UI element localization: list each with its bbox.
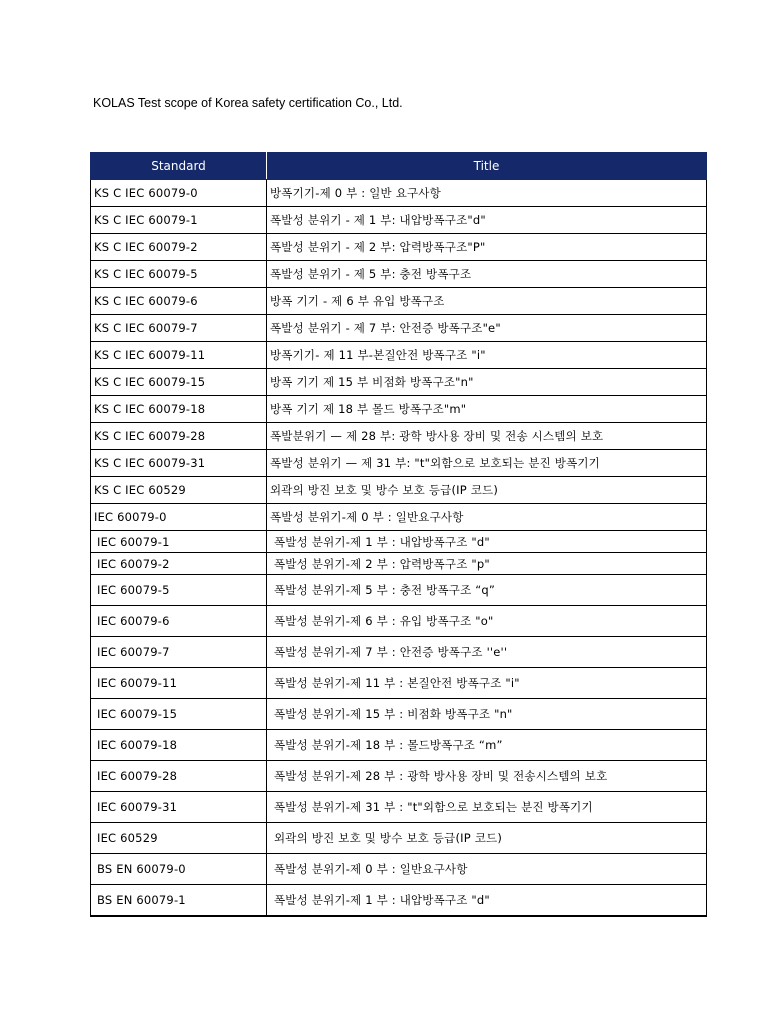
standard-cell: IEC 60079-31 (91, 792, 267, 823)
table-row (91, 369, 707, 396)
table-header-row (91, 153, 707, 180)
title-cell: 폭발성 분위기-제 15 부 : 비점화 방폭구조 "n" (267, 699, 707, 730)
title-cell: 폭발성 분위기-제 28 부 : 광학 방사용 장비 및 전송시스템의 보호 (267, 761, 707, 792)
standard-cell: IEC 60079-2 (91, 553, 267, 575)
title-cell: 폭발성 분위기-제 2 부 : 압력방폭구조 "p" (267, 553, 707, 575)
title-cell: 폭발성 분위기-제 1 부 : 내압방폭구조 "d" (267, 885, 707, 916)
table-row (91, 342, 707, 369)
title-cell: 방폭 기기 - 제 6 부 유입 방폭구조 (267, 288, 707, 315)
standard-cell: KS C IEC 60079-11 (91, 342, 267, 369)
title-cell: 방폭기기-제 0 부 : 일반 요구사항 (267, 180, 707, 207)
title-cell: 외곽의 방진 보호 및 방수 보호 등급(IP 코드) (267, 477, 707, 504)
table-row (91, 288, 707, 315)
table-row (91, 761, 707, 792)
standard-cell: KS C IEC 60079-31 (91, 450, 267, 477)
table-row (91, 234, 707, 261)
title-cell: 폭발성 분위기 — 제 31 부: "t"외함으로 보호되는 분진 방폭기기 (267, 450, 707, 477)
standard-cell: KS C IEC 60079-15 (91, 369, 267, 396)
column-header-standard: Standard (91, 153, 267, 180)
title-cell: 방폭 기기 제 18 부 몰드 방폭구조"m" (267, 396, 707, 423)
standard-cell: KS C IEC 60079-6 (91, 288, 267, 315)
standard-cell: KS C IEC 60079-18 (91, 396, 267, 423)
standard-cell: IEC 60079-6 (91, 606, 267, 637)
table-row (91, 180, 707, 207)
table-row (91, 315, 707, 342)
title-cell: 폭발성 분위기 - 제 7 부: 안전증 방폭구조"e" (267, 315, 707, 342)
standard-cell: IEC 60079-18 (91, 730, 267, 761)
standard-cell: KS C IEC 60079-7 (91, 315, 267, 342)
table-row (91, 504, 707, 531)
table-row (91, 207, 707, 234)
standard-cell: KS C IEC 60079-0 (91, 180, 267, 207)
table-row (91, 823, 707, 854)
standard-cell: IEC 60079-0 (91, 504, 267, 531)
title-cell: 폭발분위기 — 제 28 부: 광학 방사용 장비 및 전송 시스템의 보호 (267, 423, 707, 450)
table-row (91, 606, 707, 637)
title-cell: 폭발성 분위기-제 31 부 : "t"외함으로 보호되는 분진 방폭기기 (267, 792, 707, 823)
title-cell: 폭발성 분위기-제 18 부 : 몰드방폭구조 “m” (267, 730, 707, 761)
title-cell: 폭발성 분위기-제 5 부 : 충전 방폭구조 “q” (267, 575, 707, 606)
table-row (91, 637, 707, 668)
table-row (91, 553, 707, 575)
title-cell: 방폭 기기 제 15 부 비점화 방폭구조"n" (267, 369, 707, 396)
standard-cell: KS C IEC 60079-2 (91, 234, 267, 261)
title-cell: 폭발성 분위기-제 7 부 : 안전증 방폭구조 ''e'' (267, 637, 707, 668)
standard-cell: IEC 60079-1 (91, 531, 267, 553)
title-cell: 폭발성 분위기-제 0 부 : 일반요구사항 (267, 504, 707, 531)
standard-cell: BS EN 60079-0 (91, 854, 267, 885)
table-row (91, 396, 707, 423)
table-row (91, 575, 707, 606)
table-row (91, 854, 707, 885)
standard-cell: BS EN 60079-1 (91, 885, 267, 916)
standard-cell: KS C IEC 60529 (91, 477, 267, 504)
table-row (91, 531, 707, 553)
standard-cell: IEC 60529 (91, 823, 267, 854)
table-row (91, 261, 707, 288)
table-row (91, 423, 707, 450)
standard-cell: IEC 60079-5 (91, 575, 267, 606)
table-row (91, 792, 707, 823)
title-cell: 방폭기기- 제 11 부-본질안전 방폭구조 "i" (267, 342, 707, 369)
standard-cell: IEC 60079-11 (91, 668, 267, 699)
title-cell: 폭발성 분위기 - 제 1 부: 내압방폭구조"d" (267, 207, 707, 234)
standard-cell: IEC 60079-7 (91, 637, 267, 668)
table-row (91, 885, 707, 916)
table-row (91, 699, 707, 730)
standard-cell: KS C IEC 60079-28 (91, 423, 267, 450)
standard-cell: KS C IEC 60079-1 (91, 207, 267, 234)
title-cell: 폭발성 분위기-제 0 부 : 일반요구사항 (267, 854, 707, 885)
table-row (91, 450, 707, 477)
table-row (91, 477, 707, 504)
document-title: KOLAS Test scope of Korea safety certification Co., Ltd. (93, 96, 403, 110)
title-cell: 폭발성 분위기 - 제 5 부: 충전 방폭구조 (267, 261, 707, 288)
test-scope-table (90, 152, 707, 917)
standard-cell: IEC 60079-28 (91, 761, 267, 792)
column-header-title: Title (267, 153, 707, 180)
table-row (91, 668, 707, 699)
table-row (91, 730, 707, 761)
title-cell: 폭발성 분위기-제 1 부 : 내압방폭구조 "d" (267, 531, 707, 553)
title-cell: 폭발성 분위기 - 제 2 부: 압력방폭구조"P" (267, 234, 707, 261)
standard-cell: IEC 60079-15 (91, 699, 267, 730)
title-cell: 외곽의 방진 보호 및 방수 보호 등급(IP 코드) (267, 823, 707, 854)
standard-cell: KS C IEC 60079-5 (91, 261, 267, 288)
title-cell: 폭발성 분위기-제 11 부 : 본질안전 방폭구조 "i" (267, 668, 707, 699)
title-cell: 폭발성 분위기-제 6 부 : 유입 방폭구조 "o" (267, 606, 707, 637)
